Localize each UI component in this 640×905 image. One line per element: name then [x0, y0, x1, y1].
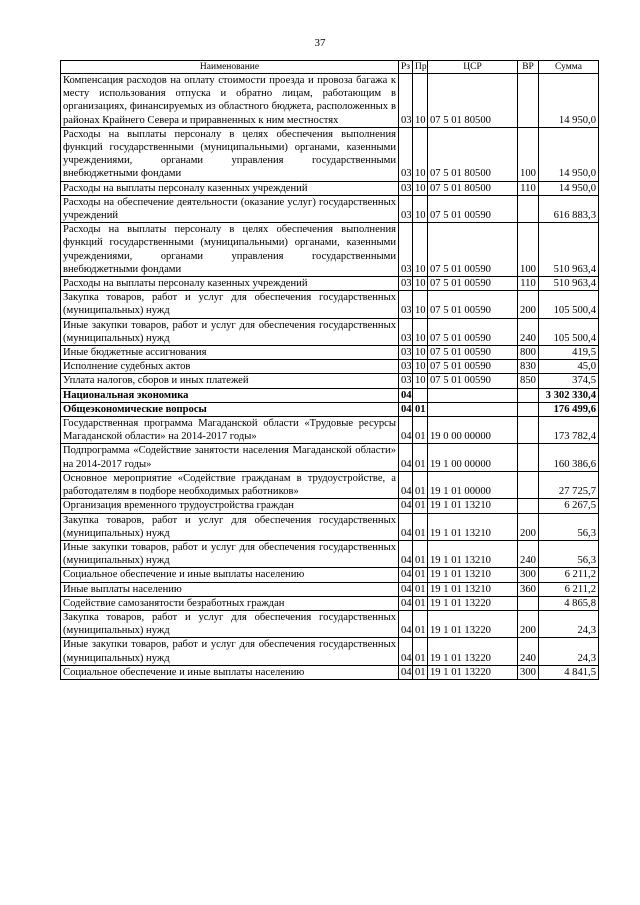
- row-pr: 01: [413, 402, 428, 416]
- row-amount: 14 950,0: [539, 74, 599, 128]
- row-name: Расходы на выплаты персоналу казенных учреждений: [61, 277, 399, 291]
- row-csr: 07 5 01 80500: [428, 181, 518, 195]
- row-amount: 24,3: [539, 610, 599, 637]
- row-name: Национальная экономика: [61, 388, 399, 402]
- row-amount: 27 725,7: [539, 471, 599, 498]
- table-row: [61, 181, 599, 195]
- row-rz: 03: [399, 291, 413, 318]
- row-amount: 6 211,2: [539, 568, 599, 582]
- row-name: Иные выплаты населению: [61, 582, 399, 596]
- row-name: Организация временного трудоустройства граждан: [61, 499, 399, 513]
- row-vr: 240: [518, 638, 539, 665]
- row-csr: 07 5 01 00590: [428, 360, 518, 374]
- row-csr: 19 1 01 13210: [428, 582, 518, 596]
- row-rz: 03: [399, 127, 413, 181]
- table-row: [61, 665, 599, 679]
- row-rz: 04: [399, 568, 413, 582]
- row-name: Расходы на выплаты персоналу в целях обеспечения выполнения функций государственными (муниципальными) органами, казенными учреждениями, органами управления государственными внебюджетными фондами: [61, 223, 399, 277]
- row-amount: 176 499,6: [539, 402, 599, 416]
- table-row: [61, 277, 599, 291]
- row-name: Уплата налогов, сборов и иных платежей: [61, 374, 399, 388]
- row-name: Социальное обеспечение и иные выплаты населению: [61, 568, 399, 582]
- row-name: Содействие самозанятости безработных граждан: [61, 596, 399, 610]
- row-amount: 14 950,0: [539, 127, 599, 181]
- row-csr: 07 5 01 80500: [428, 74, 518, 128]
- row-vr: 110: [518, 181, 539, 195]
- row-vr: [518, 74, 539, 128]
- row-csr: 19 1 01 13210: [428, 499, 518, 513]
- row-pr: [413, 388, 428, 402]
- row-pr: 01: [413, 444, 428, 471]
- row-pr: 10: [413, 181, 428, 195]
- row-rz: 03: [399, 360, 413, 374]
- row-vr: [518, 444, 539, 471]
- row-rz: 04: [399, 610, 413, 637]
- row-amount: 6 211,2: [539, 582, 599, 596]
- row-vr: [518, 402, 539, 416]
- table-header-row: [61, 61, 599, 74]
- table-row: [61, 346, 599, 360]
- row-vr: [518, 417, 539, 444]
- row-pr: 01: [413, 499, 428, 513]
- row-pr: 01: [413, 638, 428, 665]
- row-rz: 04: [399, 417, 413, 444]
- row-rz: 04: [399, 582, 413, 596]
- row-name: Закупка товаров, работ и услуг для обеспечения государственных (муниципальных) нужд: [61, 513, 399, 540]
- row-pr: 01: [413, 540, 428, 567]
- row-csr: 07 5 01 00590: [428, 291, 518, 318]
- row-amount: 616 883,3: [539, 195, 599, 222]
- row-vr: [518, 471, 539, 498]
- row-amount: 56,3: [539, 513, 599, 540]
- row-amount: 56,3: [539, 540, 599, 567]
- row-rz: 04: [399, 513, 413, 540]
- table-row: [61, 360, 599, 374]
- row-vr: 300: [518, 568, 539, 582]
- row-name: Иные бюджетные ассигнования: [61, 346, 399, 360]
- row-rz: 03: [399, 223, 413, 277]
- row-rz: 04: [399, 540, 413, 567]
- table-row: [61, 291, 599, 318]
- header-vr: ВР: [518, 61, 539, 74]
- row-pr: 10: [413, 360, 428, 374]
- table-row: [61, 568, 599, 582]
- row-pr: 01: [413, 471, 428, 498]
- row-name: Социальное обеспечение и иные выплаты населению: [61, 665, 399, 679]
- table-row: [61, 388, 599, 402]
- page-number: 37: [314, 37, 326, 49]
- row-name: Компенсация расходов на оплату стоимости проезда и провоза багажа к месту использования отпуска и обратно лицам, работающим в организациях, финансируемых из областного бюджета, расположенных в районах Крайнего Севера и приравненных к ним местностях: [61, 74, 399, 128]
- table-row: [61, 471, 599, 498]
- row-rz: 04: [399, 444, 413, 471]
- row-name: Иные закупки товаров, работ и услуг для обеспечения государственных (муниципальных) нужд: [61, 540, 399, 567]
- row-csr: 07 5 01 80500: [428, 127, 518, 181]
- row-vr: 800: [518, 346, 539, 360]
- row-csr: 07 5 01 00590: [428, 346, 518, 360]
- row-name: Государственная программа Магаданской области «Трудовые ресурсы Магаданской области» на 2014-2017 годы»: [61, 417, 399, 444]
- row-rz: 03: [399, 195, 413, 222]
- row-rz: 03: [399, 277, 413, 291]
- row-csr: 19 1 01 00000: [428, 471, 518, 498]
- row-rz: 03: [399, 374, 413, 388]
- row-amount: 160 386,6: [539, 444, 599, 471]
- row-vr: 830: [518, 360, 539, 374]
- row-vr: 360: [518, 582, 539, 596]
- header-name: Наименование: [61, 61, 399, 74]
- row-name: Закупка товаров, работ и услуг для обеспечения государственных (муниципальных) нужд: [61, 291, 399, 318]
- row-csr: 07 5 01 00590: [428, 318, 518, 345]
- row-vr: 100: [518, 127, 539, 181]
- budget-table: [60, 60, 599, 680]
- row-csr: 07 5 01 00590: [428, 277, 518, 291]
- row-amount: 24,3: [539, 638, 599, 665]
- table-row: [61, 540, 599, 567]
- row-amount: 45,0: [539, 360, 599, 374]
- row-pr: 10: [413, 277, 428, 291]
- row-amount: 3 302 330,4: [539, 388, 599, 402]
- table-row: [61, 596, 599, 610]
- row-csr: 19 1 01 13220: [428, 638, 518, 665]
- row-vr: 240: [518, 540, 539, 567]
- row-vr: [518, 499, 539, 513]
- row-amount: 14 950,0: [539, 181, 599, 195]
- table-row: [61, 223, 599, 277]
- row-rz: 03: [399, 346, 413, 360]
- row-csr: 19 1 01 13220: [428, 665, 518, 679]
- row-csr: 19 0 00 00000: [428, 417, 518, 444]
- table-row: [61, 444, 599, 471]
- row-csr: [428, 402, 518, 416]
- row-vr: [518, 195, 539, 222]
- row-csr: 07 5 01 00590: [428, 374, 518, 388]
- row-csr: 19 1 01 13220: [428, 610, 518, 637]
- row-pr: 01: [413, 610, 428, 637]
- row-amount: 419,5: [539, 346, 599, 360]
- row-name: Подпрограмма «Содействие занятости населения Магаданской области» на 2014-2017 годы»: [61, 444, 399, 471]
- row-pr: 01: [413, 665, 428, 679]
- table-row: [61, 610, 599, 637]
- row-pr: 01: [413, 568, 428, 582]
- row-pr: 01: [413, 596, 428, 610]
- row-csr: 07 5 01 00590: [428, 195, 518, 222]
- row-amount: 374,5: [539, 374, 599, 388]
- row-csr: 19 1 01 13210: [428, 568, 518, 582]
- row-name: Иные закупки товаров, работ и услуг для обеспечения государственных (муниципальных) нужд: [61, 318, 399, 345]
- row-rz: 04: [399, 402, 413, 416]
- row-pr: 10: [413, 291, 428, 318]
- row-rz: 04: [399, 665, 413, 679]
- header-pr: Пр: [413, 61, 428, 74]
- row-csr: 07 5 01 00590: [428, 223, 518, 277]
- row-pr: 10: [413, 127, 428, 181]
- row-vr: 200: [518, 291, 539, 318]
- row-amount: 105 500,4: [539, 291, 599, 318]
- row-pr: 10: [413, 374, 428, 388]
- table-row: [61, 499, 599, 513]
- row-name: Исполнение судебных актов: [61, 360, 399, 374]
- table-row: [61, 638, 599, 665]
- table-body: [61, 74, 599, 680]
- row-pr: 10: [413, 195, 428, 222]
- row-vr: 300: [518, 665, 539, 679]
- row-vr: 200: [518, 610, 539, 637]
- row-name: Общеэкономические вопросы: [61, 402, 399, 416]
- row-rz: 03: [399, 74, 413, 128]
- row-amount: 105 500,4: [539, 318, 599, 345]
- row-name: Расходы на выплаты персоналу казенных учреждений: [61, 181, 399, 195]
- row-amount: 4 841,5: [539, 665, 599, 679]
- table-row: [61, 582, 599, 596]
- row-pr: 01: [413, 513, 428, 540]
- row-vr: 240: [518, 318, 539, 345]
- row-csr: 19 1 01 13210: [428, 540, 518, 567]
- row-name: Иные закупки товаров, работ и услуг для обеспечения государственных (муниципальных) нужд: [61, 638, 399, 665]
- row-pr: 10: [413, 346, 428, 360]
- row-amount: 173 782,4: [539, 417, 599, 444]
- row-amount: 4 865,8: [539, 596, 599, 610]
- row-pr: 01: [413, 417, 428, 444]
- row-name: Основное мероприятие «Содействие гражданам в трудоустройстве, а работодателям в подборе необходимых работников»: [61, 471, 399, 498]
- row-pr: 10: [413, 74, 428, 128]
- table-row: [61, 417, 599, 444]
- row-amount: 510 963,4: [539, 277, 599, 291]
- table-row: [61, 127, 599, 181]
- row-name: Расходы на обеспечение деятельности (оказание услуг) государственных учреждений: [61, 195, 399, 222]
- row-vr: [518, 388, 539, 402]
- header-amount: Сумма: [539, 61, 599, 74]
- table-row: [61, 318, 599, 345]
- row-pr: 10: [413, 318, 428, 345]
- row-rz: 04: [399, 499, 413, 513]
- row-rz: 04: [399, 471, 413, 498]
- row-csr: 19 1 01 13210: [428, 513, 518, 540]
- row-csr: 19 1 00 00000: [428, 444, 518, 471]
- row-rz: 04: [399, 596, 413, 610]
- row-csr: 19 1 01 13220: [428, 596, 518, 610]
- row-rz: 04: [399, 388, 413, 402]
- table-row: [61, 74, 599, 128]
- row-rz: 03: [399, 181, 413, 195]
- row-pr: 10: [413, 223, 428, 277]
- row-rz: 04: [399, 638, 413, 665]
- row-amount: 510 963,4: [539, 223, 599, 277]
- table-row: [61, 195, 599, 222]
- row-name: Закупка товаров, работ и услуг для обеспечения государственных (муниципальных) нужд: [61, 610, 399, 637]
- row-amount: 6 267,5: [539, 499, 599, 513]
- table-row: [61, 374, 599, 388]
- table-row: [61, 513, 599, 540]
- row-vr: 850: [518, 374, 539, 388]
- row-rz: 03: [399, 318, 413, 345]
- row-csr: [428, 388, 518, 402]
- row-vr: 200: [518, 513, 539, 540]
- table-row: [61, 402, 599, 416]
- row-pr: 01: [413, 582, 428, 596]
- header-csr: ЦСР: [428, 61, 518, 74]
- row-vr: 100: [518, 223, 539, 277]
- header-rz: Рз: [399, 61, 413, 74]
- row-vr: [518, 596, 539, 610]
- row-vr: 110: [518, 277, 539, 291]
- row-name: Расходы на выплаты персоналу в целях обеспечения выполнения функций государственными (муниципальными) органами, казенными учреждениями, органами управления государственными внебюджетными фондами: [61, 127, 399, 181]
